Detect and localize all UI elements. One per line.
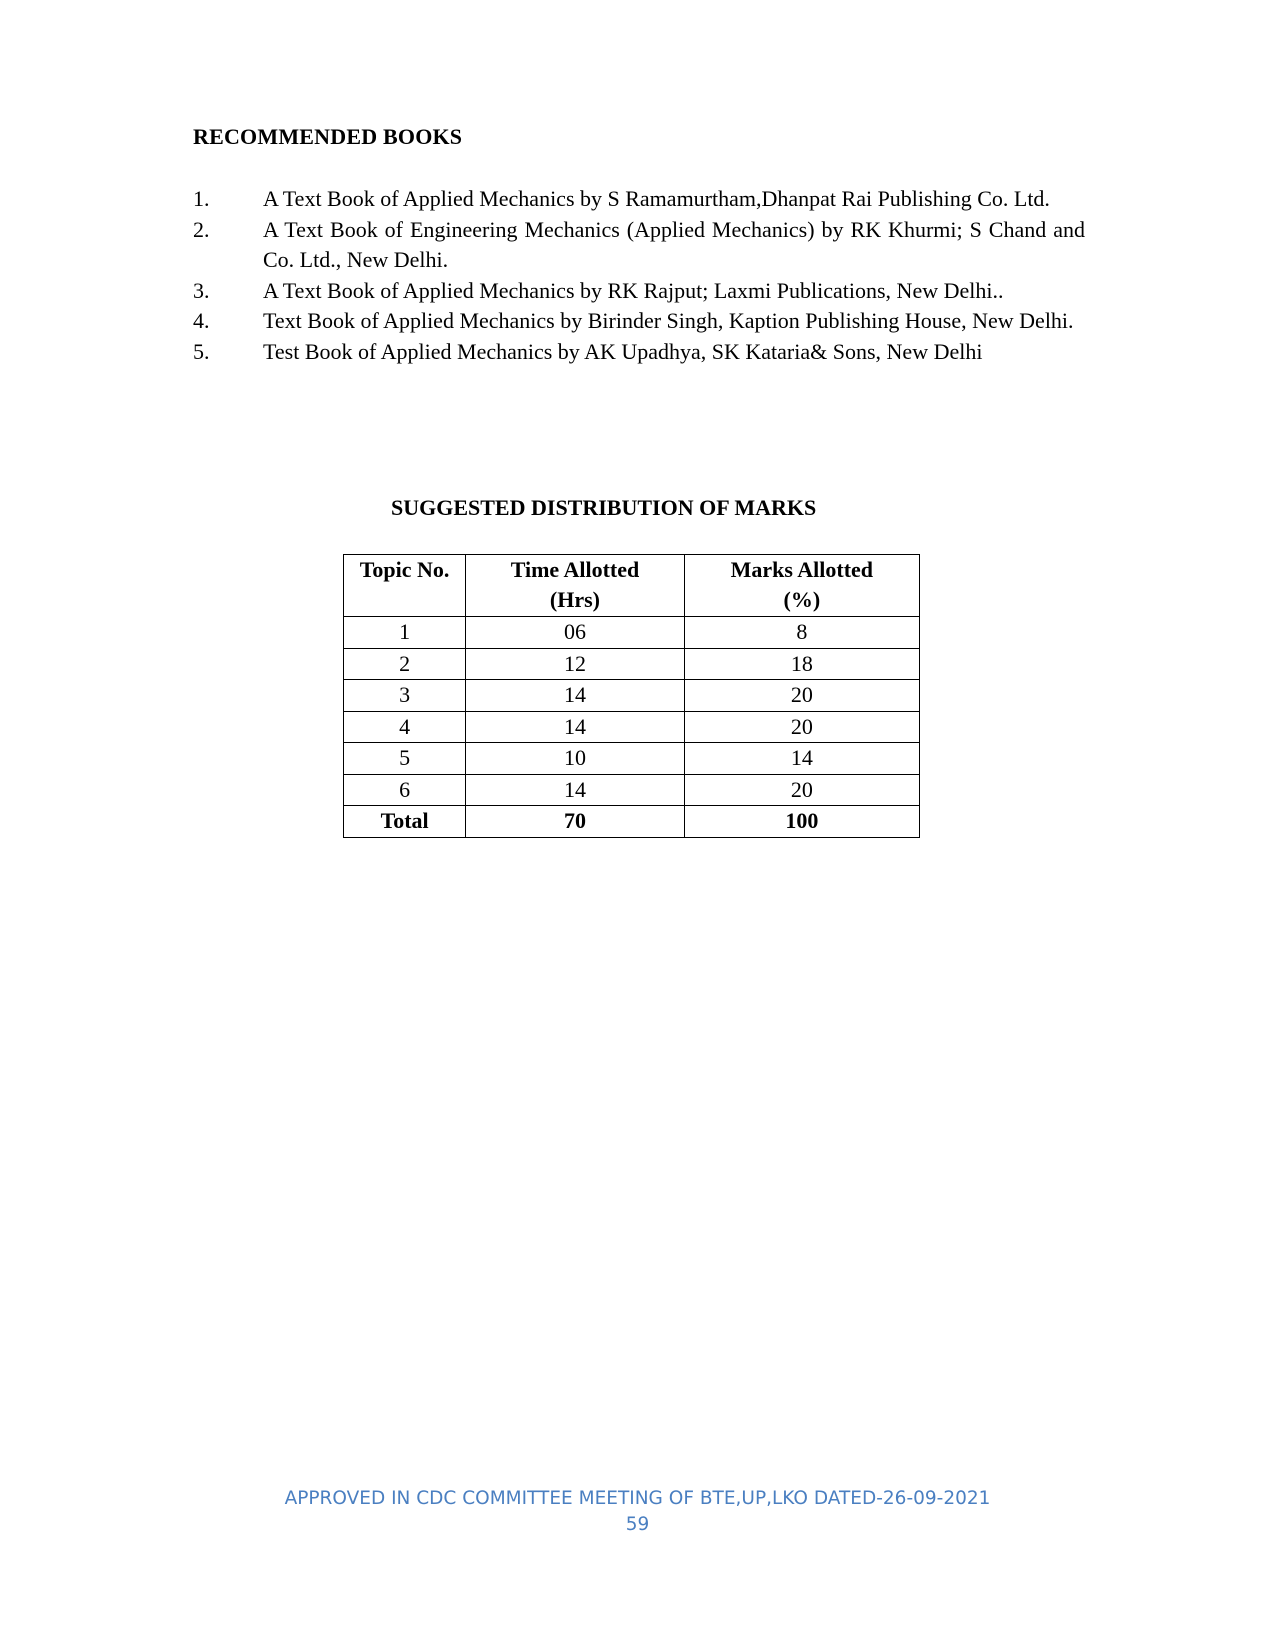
book-list-item: [193, 184, 1085, 215]
book-text: A Text Book of Applied Mechanics by S Ramamurtham,Dhanpat Rai Publishing Co. Ltd.: [263, 186, 1050, 211]
book-number: 2.: [193, 216, 210, 242]
book-number: 3.: [193, 277, 210, 303]
header-time-allotted: [466, 555, 684, 617]
marks-distribution-table: [343, 554, 920, 838]
cell-topic: 4: [344, 711, 466, 743]
page-number: 59: [625, 1514, 650, 1535]
header-topic-label: Topic No.: [359, 557, 450, 582]
cell-time: 12: [466, 648, 684, 680]
cell-topic: 2: [344, 648, 466, 680]
table-total-row: [344, 806, 920, 838]
total-marks: 100: [684, 806, 919, 838]
table-row: [344, 711, 920, 743]
header-marks-line2: (%): [783, 587, 821, 612]
header-marks-line1: Marks Allotted: [730, 557, 874, 582]
total-label: Total: [344, 806, 466, 838]
table-row: [344, 648, 920, 680]
book-list-item: [193, 306, 1085, 337]
cell-time: 14: [466, 774, 684, 806]
cell-marks: 8: [684, 617, 919, 649]
cell-time: 06: [466, 617, 684, 649]
table-row: [344, 617, 920, 649]
book-list-item: [193, 337, 1085, 368]
header-marks-allotted: [684, 555, 919, 617]
header-time-line2: (Hrs): [549, 587, 600, 612]
recommended-books-list: [193, 184, 1085, 367]
marks-distribution-title: SUGGESTED DISTRIBUTION OF MARKS: [391, 495, 817, 520]
book-text: A Text Book of Engineering Mechanics (Applied Mechanics) by RK Khurmi; S Chand and Co. Ltd., New Delhi.: [263, 216, 1085, 272]
cell-topic: 3: [344, 680, 466, 712]
book-number: 4.: [193, 308, 210, 333]
recommended-books-heading: RECOMMENDED BOOKS: [193, 124, 463, 149]
cell-marks: 20: [684, 711, 919, 743]
book-list-item: [193, 215, 1085, 276]
book-text: Text Book of Applied Mechanics by Birinder Singh, Kaption Publishing House, New Delhi.: [263, 308, 1074, 333]
cell-time: 14: [466, 711, 684, 743]
cell-topic: 6: [344, 774, 466, 806]
table-row: [344, 774, 920, 806]
cell-time: 14: [466, 680, 684, 712]
table-row: [344, 743, 920, 775]
cell-time: 10: [466, 743, 684, 775]
book-text: Test Book of Applied Mechanics by AK Upadhya, SK Kataria& Sons, New Delhi: [263, 338, 983, 364]
book-number: 1.: [193, 186, 210, 211]
total-time: 70: [466, 806, 684, 838]
approval-footer: APPROVED IN CDC COMMITTEE MEETING OF BTE,UP,LKO DATED-26-09-2021: [284, 1488, 991, 1509]
book-list-item: [193, 276, 1085, 307]
book-number: 5.: [193, 338, 210, 364]
cell-topic: 1: [344, 617, 466, 649]
cell-marks: 20: [684, 774, 919, 806]
cell-topic: 5: [344, 743, 466, 775]
header-time-line1: Time Allotted: [510, 557, 640, 582]
cell-marks: 18: [684, 648, 919, 680]
header-topic-no: [344, 555, 466, 617]
table-row: [344, 680, 920, 712]
table-header-row: [344, 555, 920, 617]
cell-marks: 14: [684, 743, 919, 775]
cell-marks: 20: [684, 680, 919, 712]
book-text: A Text Book of Applied Mechanics by RK Rajput; Laxmi Publications, New Delhi..: [263, 277, 1004, 303]
